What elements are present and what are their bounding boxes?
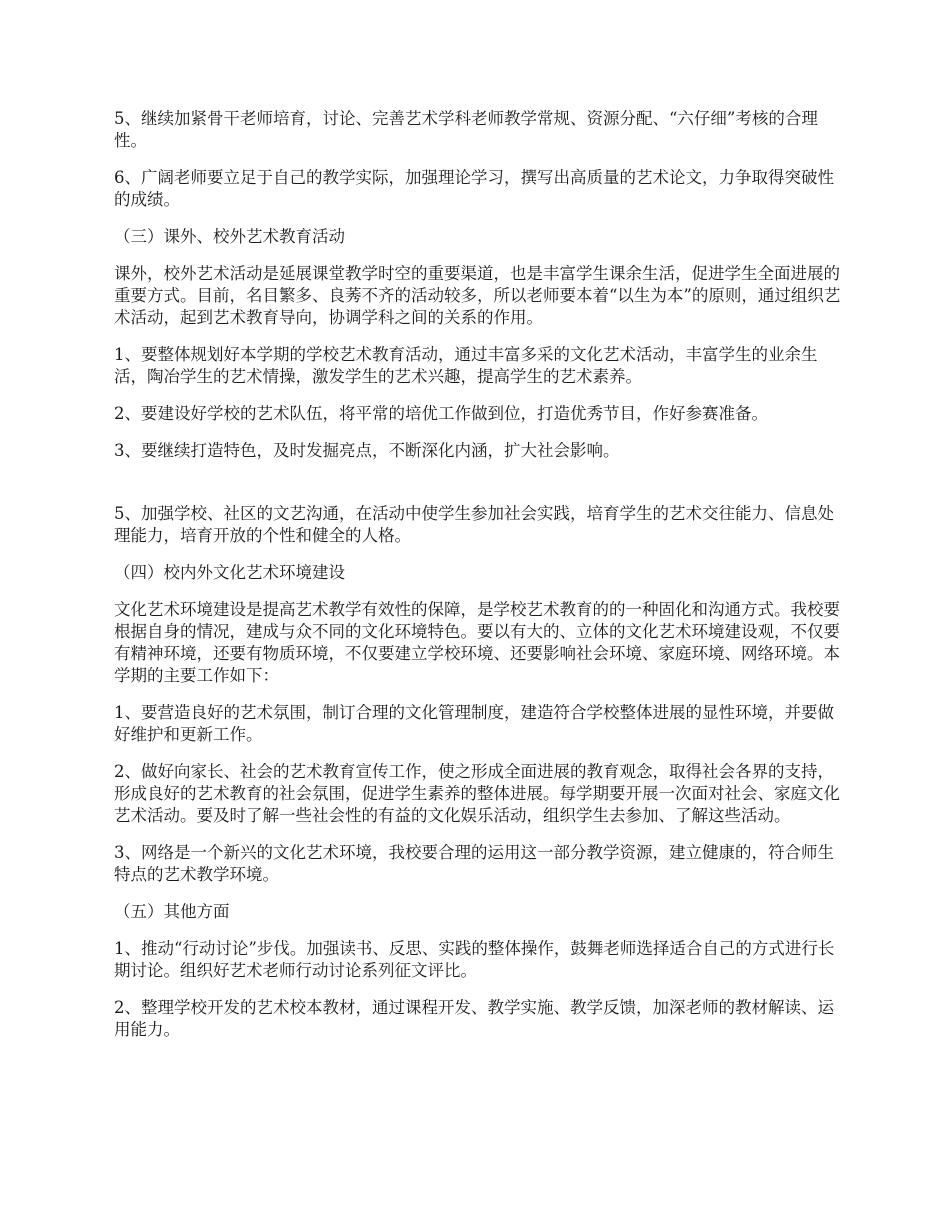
paragraph-item-5-cultivation: 5、继续加紧骨干老师培育，讨论、完善艺术学科老师教学常规、资源分配、“六仔细”考核的合理性。 — [114, 109, 818, 150]
section-heading-5: （五）其他方面 — [114, 902, 230, 921]
paragraph-section-4-item-3: 3、网络是一个新兴的文化艺术环境，我校要合理的运用这一部分教学资源，建立健康的，符合师生特点的艺术教学环境。 — [114, 843, 834, 884]
paragraph-section-4-intro: 文化艺术环境建设是提高艺术教学有效性的保障，是学校艺术教育的的一种固化和沟通方式。我校要根据自身的情况，建成与众不同的文化环境特色。要以有大的、立体的文化艺术环境建设观，不仅要有精神环境，还要有物质环境，不仅要建立学校环境、还要影响社会环境、家庭环境、网络环境。本学期的主要工作如下： — [114, 600, 840, 685]
document-page — [114, 108, 842, 1056]
paragraph-section-3-intro: 课外，校外艺术活动是延展课堂教学时空的重要渠道，也是丰富学生课余生活，促进学生全面进展的重要方式。目前，名目繁多、良莠不齐的活动较多，所以老师要本着“以生为本”的原则，通过组织艺术活动，起到艺术教育导向，协调学科之间的关系的作用。 — [114, 264, 841, 327]
paragraph-section-5-item-2: 2、整理学校开发的艺术校本教材，通过课程开发、教学实施、教学反馈，加深老师的教材解读、运用能力。 — [114, 998, 834, 1039]
paragraph-section-4-item-2: 2、做好向家长、社会的艺术教育宣传工作，使之形成全面进展的教育观念，取得社会各界的支持，形成良好的艺术教育的社会氛围，促进学生素养的整体进展。每学期要开展一次面对社会、家庭文化艺术活动。要及时了解一些社会性的有益的文化娱乐活动，组织学生去参加、了解这些活动。 — [114, 762, 840, 825]
paragraph-section-5-item-1: 1、推动“行动讨论”步伐。加强读书、反思、实践的整体操作，鼓舞老师选择适合自己的方式进行长期讨论。组织好艺术老师行动讨论系列征文评比。 — [114, 939, 835, 980]
paragraph-section-3-item-2: 2、要建设好学校的艺术队伍，将平常的培优工作做到位，打造优秀节目，作好参赛准备。 — [114, 404, 768, 423]
paragraph-section-3-item-3: 3、要继续打造特色，及时发掘亮点，不断深化内涵，扩大社会影响。 — [114, 441, 620, 460]
paragraph-section-4-item-1: 1、要营造良好的艺术氛围，制订合理的文化管理制度，建造符合学校整体进展的显性环境，并要做好维护和更新工作。 — [114, 703, 834, 744]
paragraph-section-3-item-1: 1、要整体规划好本学期的学校艺术教育活动，通过丰富多采的文化艺术活动，丰富学生的业余生活，陶冶学生的艺术情操，激发学生的艺术兴趣，提高学生的艺术素养。 — [114, 345, 818, 386]
blank-gap — [114, 477, 842, 503]
section-heading-4: （四）校内外文化艺术环境建设 — [114, 563, 345, 582]
paragraph-item-6-teachers: 6、广阔老师要立足于自己的教学实际，加强理论学习，撰写出高质量的艺术论文，力争取得突破性的成绩。 — [114, 168, 834, 209]
section-heading-3: （三）课外、校外艺术教育活动 — [114, 227, 345, 246]
paragraph-section-3-item-5: 5、加强学校、社区的文艺沟通，在活动中使学生参加社会实践，培育学生的艺术交往能力、信息处理能力，培育开放的个性和健全的人格。 — [114, 504, 834, 545]
